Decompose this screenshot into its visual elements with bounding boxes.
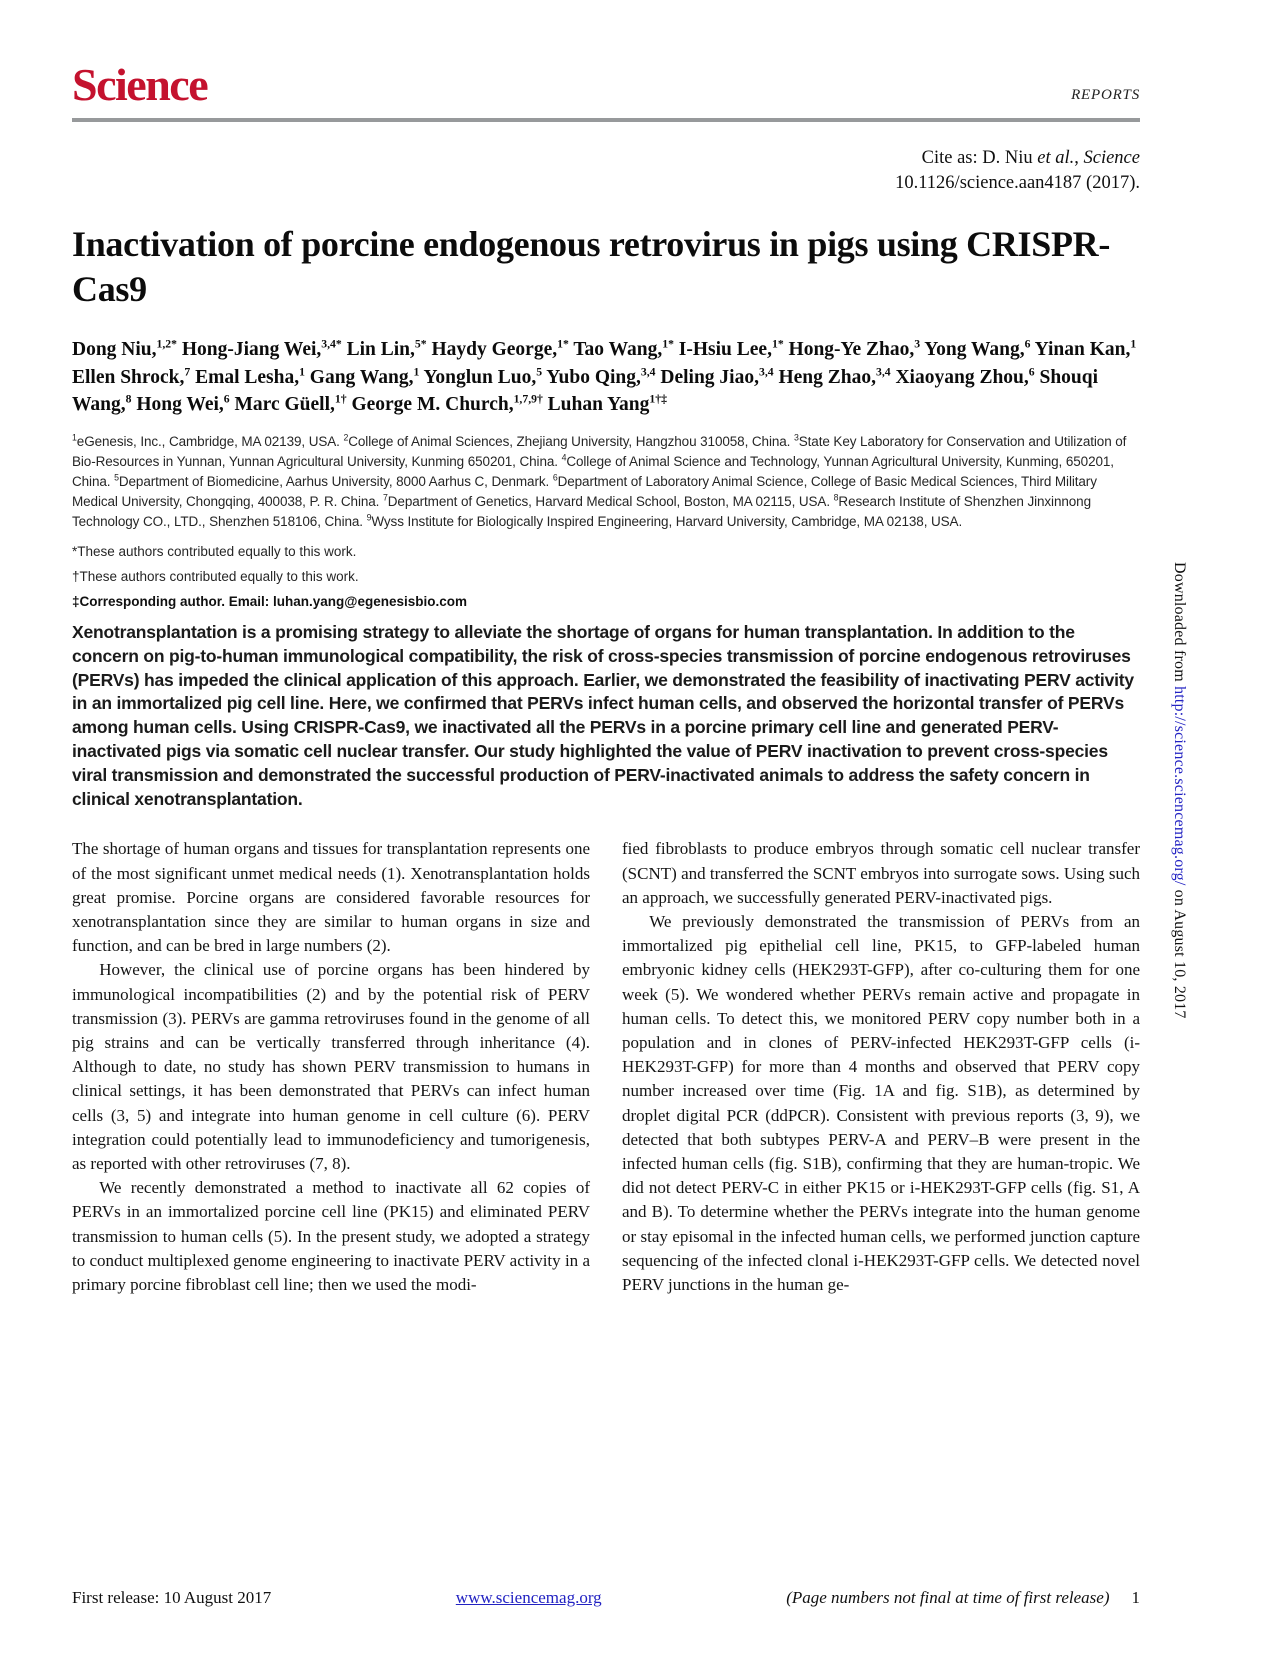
author: Ellen Shrock,$^7$	[72, 365, 191, 388]
download-url-link[interactable]: http://science.sciencemag.org/	[1171, 686, 1188, 886]
body-columns	[72, 837, 1140, 1297]
author: Gang Wang,$^1$	[309, 365, 420, 388]
science-logo: Science	[72, 59, 208, 110]
citation-etal: et al.	[1037, 148, 1075, 168]
author: Emal Lesha,$^1$	[195, 365, 305, 388]
masthead	[72, 0, 1140, 108]
header-divider	[72, 118, 1140, 122]
author: Marc Güell,$^{1\dagger}$	[234, 392, 347, 416]
first-release-date: First release: 10 August 2017	[72, 1588, 272, 1607]
page-footer	[72, 1588, 1140, 1608]
page-numbers-note: (Page numbers not final at time of first release)	[786, 1588, 1110, 1607]
download-prefix: Downloaded from	[1171, 562, 1188, 687]
abstract-text: Xenotransplantation is a promising strategy to alleviate the shortage of organs for human transplantation. In addition to the concern on pig-to-human immunological compatibility, the risk of cross-species transmission of porcine endogenous retroviruses (PERVs) has impeded the clinical application of this approach. Earlier, we demonstrated the feasibility of inactivating PERV activity in an immortalized pig cell line. Here, we confirmed that PERVs infect human cells, and observed the horizontal transfer of PERVs among human cells. Using CRISPR-Cas9, we inactivated all the PERVs in a porcine primary cell line and generated PERV-inactivated pigs via somatic cell nuclear transfer. Our study highlighted the value of PERV inactivation to prevent cross-species viral transmission and demonstrated the successful production of PERV-inactivated animals to address the safety concern in clinical xenotransplantation.	[72, 621, 1134, 809]
author: George M. Church,$^{1,7,9\dagger}$	[351, 392, 543, 416]
citation-block	[72, 146, 1140, 196]
download-watermark	[1170, 562, 1188, 1019]
author: Yubo Qing,$^{3,4}$	[546, 365, 656, 388]
article-title: Inactivation of porcine endogenous retrovirus in pigs using CRISPR-Cas9	[72, 223, 1111, 309]
author: Hong Wei,$^6$	[136, 392, 230, 416]
author: Haydy George,$^{1*}$	[431, 337, 569, 361]
author: Heng Zhao,$^{3,4}$	[778, 365, 891, 388]
footnote: *These authors contributed equally to this work.	[72, 543, 357, 559]
author: Yinan Kan,$^1$	[1034, 337, 1137, 361]
page-number: 1	[1131, 1588, 1140, 1607]
download-suffix: on August 10, 2017	[1171, 885, 1188, 1019]
author: Tao Wang,$^{1*}$	[573, 337, 674, 361]
body-paragraph: However, the clinical use of porcine organs has been hindered by immunological incompatibilities (2) and by the potential risk of PERV transmission (3). PERVs are gamma retroviruses found in the genome of all pig strains and can be vertically transferred through inheritance (4). Although to date, no study has shown PERV transmission to humans in clinical settings, it has been demonstrated that PERVs can infect human cells (3, 5) and integrate into human genome in cell culture (6). PERV integration could potentially lead to immunodeficiency and tumorigenesis, as reported with other retroviruses (7, 8).	[72, 960, 590, 1173]
affiliation-list: $^1$eGenesis, Inc., Cambridge, MA 02139, USA. $^2$College of Animal Sciences, Zhejiang University, Hangzhou 310058, China. $^3$State Key Laboratory for Conservation and Utilization of Bio-Resources in Yunnan, Yunnan Agricultural University, Kunming 650201, China. $^4$College of Animal Science and Technology, Yunnan Agricultural University, Kunming, 650201, China. $^5$Department of Biomedicine, Aarhus University, 8000 Aarhus C, Denmark. $^6$Department of Laboratory Animal Science, College of Basic Medical Sciences, Third Military Medical University, Chongqing, 400038, P. R. China. $^7$Department of Genetics, Harvard Medical School, Boston, MA 02115, USA. $^8$Research Institute of Shenzhen Jinxinnong Technology CO., LTD., Shenzhen 518106, China. $^9$Wyss Institute for Biologically Inspired Engineering, Harvard University, Cambridge, MA 02138, USA.	[72, 432, 1127, 529]
footnote: ‡Corresponding author. Email: luhan.yang@egenesisbio.com	[72, 593, 467, 609]
sciencemag-link[interactable]: www.sciencemag.org	[455, 1588, 602, 1607]
footnote: †These authors contributed equally to this work.	[72, 568, 359, 584]
author: Shouqi Wang,$^8$	[72, 366, 1099, 416]
author: Hong-Jiang Wei,$^{3,4*}$	[181, 337, 342, 361]
citation-journal: Science	[1083, 148, 1140, 168]
column-left	[72, 837, 590, 1297]
author: Yonglun Luo,$^5$	[423, 365, 543, 388]
author: Xiaoyang Zhou,$^6$	[895, 365, 1035, 388]
page-content	[72, 0, 1140, 1297]
body-paragraph: We recently demonstrated a method to inactivate all 62 copies of PERVs in an immortalized porcine cell line (PK15) and eliminated PERV transmission to human cells (5). In the present study, we adopted a strategy to conduct multiplexed genome engineering to inactivate PERV activity in a primary porcine fibroblast cell line; then we used the modi-	[72, 1178, 590, 1294]
citation-line-1: Cite as: D. Niu et al., Science	[921, 148, 1140, 168]
author: Deling Jiao,$^{3,4}$	[660, 365, 774, 388]
author: Hong-Ye Zhao,$^3$	[788, 337, 921, 361]
author-list	[72, 336, 1140, 419]
author: Luhan Yang$^{1\dagger\ddagger}$	[547, 392, 667, 416]
body-paragraph: The shortage of human organs and tissues for transplantation represents one of the most significant unmet medical needs (1). Xenotransplantation holds great promise. Porcine organs are considered favorable resources for xenotransplantation since they are similar to human organs in size and function, and can be bred in large numbers (2).	[72, 839, 590, 956]
author: Yong Wang,$^6$	[924, 337, 1031, 361]
column-right	[622, 837, 1140, 1297]
author: I-Hsiu Lee,$^{1*}$	[678, 337, 784, 361]
body-paragraph: We previously demonstrated the transmission of PERVs from an immortalized pig epithelial cell line, PK15, to GFP-labeled human embryonic kidney cells (HEK293T-GFP), after co-culturing them for one week (5). We wondered whether PERVs remain active and propagate in human cells. To detect this, we monitored PERV copy number both in a population and in clones of PERV-infected HEK293T-GFP cells (i-HEK293T-GFP) for more than 4 months and observed that PERV copy number increased over time (Fig. 1A and fig. S1B), as determined by droplet digital PCR (ddPCR). Consistent with previous reports (3, 9), we detected that both subtypes PERV-A and PERV–B were present in the infected human cells (fig. S1B), confirming that they are human-tropic. We did not detect PERV-C in either PK15 or i-HEK293T-GFP cells (fig. S1, A and B). To determine whether the PERVs integrate into the human genome or stay episomal in the infected human cells, we performed junction capture sequencing of the infected clonal i-HEK293T-GFP cells. We detected novel PERV junctions in the human ge-	[622, 911, 1140, 1294]
citation-doi: 10.1126/science.aan4187 (2017).	[895, 172, 1140, 193]
author: Lin Lin,$^{5*}$	[346, 337, 427, 361]
section-label: REPORTS	[1071, 87, 1140, 103]
footer-right-group	[786, 1588, 1140, 1608]
footnote-list	[72, 544, 1140, 609]
body-paragraph: fied fibroblasts to produce embryos through somatic cell nuclear transfer (SCNT) and transferred the SCNT embryos into surrogate sows. Using such an approach, we successfully generated PERV-inactivated pigs.	[622, 839, 1140, 907]
author: Dong Niu,$^{1,2*}$	[72, 337, 177, 361]
